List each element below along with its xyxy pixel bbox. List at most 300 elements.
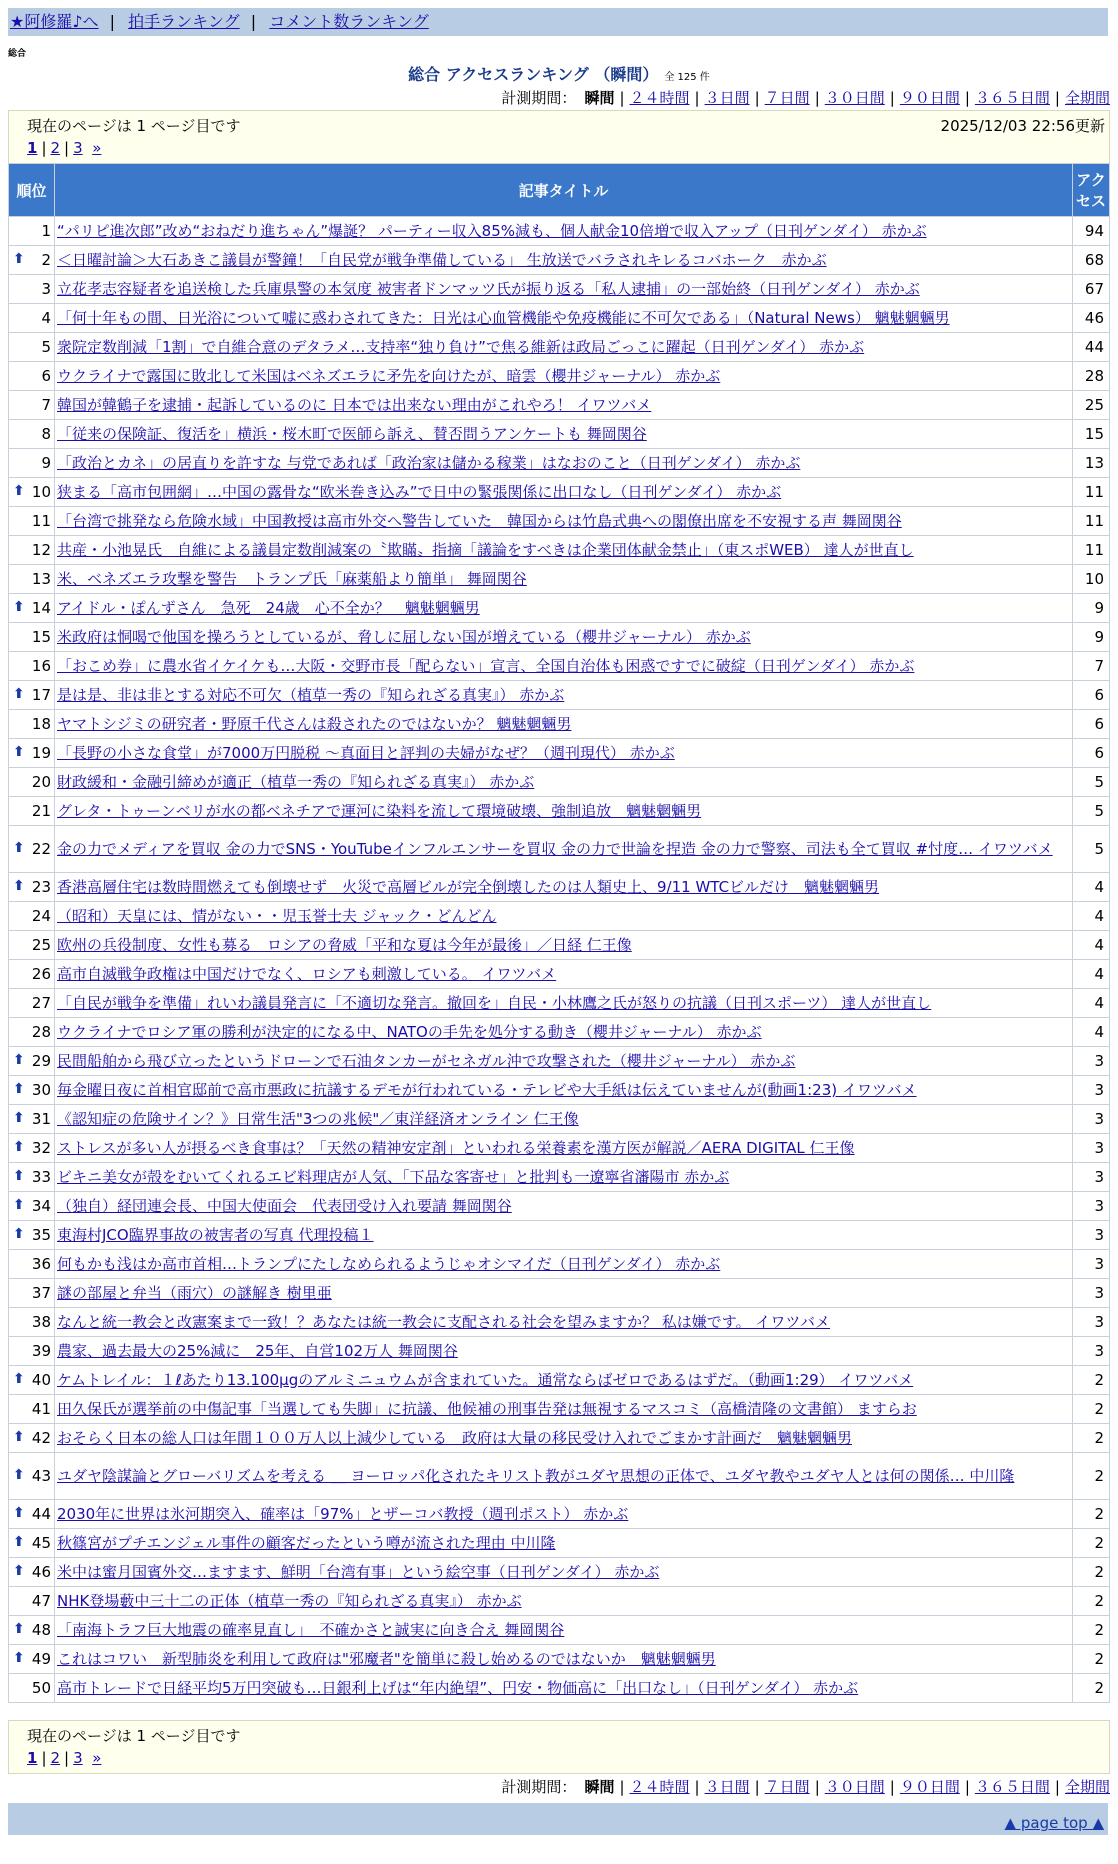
updated-timestamp: 2025/12/03 22:56更新 (940, 117, 1105, 135)
article-title-link[interactable]: 「何十年もの間、日光浴について嘘に惑わされてきた：日光は心血管機能や免疫機能に不可欠である」（Natural News） 魑魅魍魎男 (57, 309, 950, 327)
article-title-link[interactable]: 田久保氏が選挙前の中傷記事「当選しても失脚」に抗議、他候補の刑事告発は無視するマスコミ（高橋清隆の文書館） ますらお (57, 1400, 917, 1418)
rank-cell (9, 768, 55, 797)
rank-up-arrow-icon: ⬆ (13, 1197, 25, 1213)
access-count: 2 (1073, 1558, 1110, 1587)
table-row (9, 931, 1110, 960)
title-cell (55, 449, 1073, 478)
rank-cell (9, 275, 55, 304)
rank-number: 36 (31, 1255, 51, 1273)
article-title-link[interactable]: 衆院定数削減「1割」で自維合意のデタラメ…支持率“独り負け”で焦る維新は政局ごっこに躍起（日刊ゲンダイ） 赤かぶ (57, 338, 865, 356)
article-title-link[interactable]: 謎の部屋と弁当（雨穴）の謎解き 樹里亜 (57, 1284, 332, 1302)
table-row (9, 1337, 1110, 1366)
rank-number: 21 (31, 802, 51, 820)
rank-number: 24 (31, 907, 51, 925)
table-row (9, 652, 1110, 681)
table-row (9, 217, 1110, 246)
access-count: 3 (1073, 1250, 1110, 1279)
article-title-link[interactable]: 金の力でメディアを買収 金の力でSNS・YouTubeインフルエンサーを買収 金の力で世論を捏造 金の力で警察、司法も全て買収 #忖度… イワツバメ (57, 840, 1053, 858)
access-count: 44 (1073, 333, 1110, 362)
table-row (9, 420, 1110, 449)
article-title-link[interactable]: ビキニ美女が殻をむいてくれるエビ料理店が人気、「下品な客寄せ」と批判も一遼寧省瀋陽市 赤かぶ (57, 1168, 730, 1186)
table-row (9, 826, 1110, 873)
table-row (9, 1192, 1110, 1221)
rank-number: 42 (31, 1429, 51, 1447)
table-row (9, 594, 1110, 623)
access-count: 4 (1073, 873, 1110, 902)
article-title-link[interactable]: 東海村JCO臨界事故の被害者の写真 代理投稿１ (57, 1226, 374, 1244)
access-count: 5 (1073, 768, 1110, 797)
article-title-link[interactable]: 欧州の兵役制度、女性も募る ロシアの脅威「平和な夏は今年が最後」／日経 仁王像 (57, 936, 632, 954)
access-count: 6 (1073, 710, 1110, 739)
table-row (9, 246, 1110, 275)
ranking-title: 総合 アクセスランキング （瞬間） (408, 65, 659, 84)
article-title-link[interactable]: なんと統一教会と改憲案まで一致！？あなたは統一教会に支配される社会を望みますか？ 私は嫌です。 イワツバメ (57, 1313, 831, 1331)
rank-up-arrow-icon: ⬆ (13, 1081, 25, 1097)
title-cell (55, 1395, 1073, 1424)
table-row (9, 1529, 1110, 1558)
access-count: 3 (1073, 1047, 1110, 1076)
rank-number: 27 (31, 994, 51, 1012)
access-count: 94 (1073, 217, 1110, 246)
access-count: 5 (1073, 826, 1110, 873)
title-cell (55, 1134, 1073, 1163)
article-title-link[interactable]: 共産・小池晃氏 自維による議員定数削減案の〝欺瞞〟指摘「議論をすべきは企業団体献金禁止」（東スポWEB） 達人が世直し (57, 541, 914, 559)
article-title-link[interactable]: これはコワい 新型肺炎を利用して政府は"邪魔者"を簡単に殺し始めるのではないか 魑魅魍魎男 (57, 1650, 716, 1668)
rank-number: 14 (31, 599, 51, 617)
title-cell (55, 1192, 1073, 1221)
table-row (9, 1558, 1110, 1587)
rank-cell (9, 652, 55, 681)
title-cell (55, 1250, 1073, 1279)
access-count: 3 (1073, 1076, 1110, 1105)
table-row (9, 1047, 1110, 1076)
rank-cell (9, 989, 55, 1018)
article-title-link[interactable]: 米政府は恫喝で他国を操ろうとしているが、脅しに屈しない国が増えている（櫻井ジャーナル） 赤かぶ (57, 628, 751, 646)
access-count: 13 (1073, 449, 1110, 478)
period-365d-link[interactable]: ３６５日間 (974, 1778, 1050, 1796)
table-row (9, 1395, 1110, 1424)
rank-number: 22 (31, 840, 51, 858)
article-title-link[interactable]: 2030年に世界は氷河期突入、確率は「97%」とザーコバ教授（週刊ポスト） 赤かぶ (57, 1505, 629, 1523)
access-column-header: アクセス (1073, 164, 1110, 217)
article-title-link[interactable]: “パリピ進次郎”改め“おねだり進ちゃん”爆誕？ パーティー収入85%減も、個人献金10倍増で収入アップ（日刊ゲンダイ） 赤かぶ (57, 222, 927, 240)
page-info-panel-bottom (8, 1720, 1110, 1774)
article-title-link[interactable]: 「従来の保険証、復活を」横浜・桜木町で医師ら訴え、賛否問うアンケートも 舞岡関谷 (57, 425, 647, 443)
article-title-link[interactable]: ウクライナでロシア軍の勝利が決定的になる中、NATOの手先を処分する動き（櫻井ジャーナル） 赤かぶ (57, 1023, 762, 1041)
article-title-link[interactable]: 「台湾で挑発なら危険水域」中国教授は高市外交へ警告していた 韓国からは竹島式典への閣僚出席を不安視する声 舞岡関谷 (57, 512, 902, 530)
rank-number: 43 (31, 1467, 51, 1485)
page-title (0, 62, 1118, 85)
rank-cell (9, 391, 55, 420)
access-count: 4 (1073, 931, 1110, 960)
top-nav-bar (8, 8, 1108, 36)
access-count: 2 (1073, 1424, 1110, 1453)
rank-number: 4 (41, 309, 51, 327)
rank-up-arrow-icon: ⬆ (13, 1650, 25, 1666)
rank-cell (9, 246, 55, 275)
period-label: 計測期間： (501, 1778, 577, 1796)
rank-cell (9, 826, 55, 873)
title-cell (55, 1616, 1073, 1645)
title-cell (55, 1587, 1073, 1616)
rank-cell (9, 536, 55, 565)
rank-number: 35 (31, 1226, 51, 1244)
article-title-link[interactable]: 高市自滅戦争政権は中国だけでなく、ロシアも刺激している。 イワツバメ (57, 965, 557, 983)
article-title-link[interactable]: 米中は蜜月国賓外交…ますます、鮮明「台湾有事」という絵空事（日刊ゲンダイ） 赤かぶ (57, 1563, 660, 1581)
title-cell (55, 507, 1073, 536)
page-top-bar (8, 1803, 1108, 1835)
period-all-link[interactable]: 全期間 (1064, 1778, 1110, 1796)
access-count: 3 (1073, 1192, 1110, 1221)
rank-number: 7 (41, 396, 51, 414)
rank-up-arrow-icon: ⬆ (13, 878, 25, 894)
rank-cell (9, 902, 55, 931)
access-count: 2 (1073, 1587, 1110, 1616)
access-count: 46 (1073, 304, 1110, 333)
rank-up-arrow-icon: ⬆ (13, 599, 25, 615)
table-row (9, 1134, 1110, 1163)
rank-up-arrow-icon: ⬆ (13, 1168, 25, 1184)
rank-up-arrow-icon: ⬆ (13, 1226, 25, 1242)
table-row (9, 1587, 1110, 1616)
section-label: 総合 (8, 49, 27, 59)
page-link-3[interactable]: 3 (73, 139, 83, 157)
access-count: 28 (1073, 362, 1110, 391)
rank-number: 39 (31, 1342, 51, 1360)
article-title-link[interactable]: 農家、過去最大の25%減に 25年、自営102万人 舞岡関谷 (57, 1342, 458, 1360)
article-title-link[interactable]: 秋篠宮がプチエンジェル事件の顧客だったという噂が流された理由 中川隆 (57, 1534, 556, 1552)
rank-up-arrow-icon: ⬆ (13, 686, 25, 702)
table-row (9, 1308, 1110, 1337)
period-3d-link[interactable]: ３日間 (704, 1778, 750, 1796)
article-title-link[interactable]: NHK登場藪中三十二の正体（植草一秀の『知られざる真実』） 赤かぶ (57, 1592, 522, 1610)
access-count: 6 (1073, 739, 1110, 768)
article-title-link[interactable]: 毎金曜日夜に首相官邸前で高市悪政に抗議するデモが行われている・テレビや大手紙は伝えていませんが(動画1:23) イワツバメ (57, 1081, 917, 1099)
access-count: 2 (1073, 1366, 1110, 1395)
rank-number: 18 (31, 715, 51, 733)
rank-number: 45 (31, 1534, 51, 1552)
access-count: 9 (1073, 594, 1110, 623)
article-title-link[interactable]: 狭まる「高市包囲網」…中国の露骨な“欧米巻き込み”で日中の緊張関係に出口なし（日刊ゲンダイ） 赤かぶ (57, 483, 782, 501)
rank-cell (9, 873, 55, 902)
rank-number: 16 (31, 657, 51, 675)
rank-cell (9, 1500, 55, 1529)
rank-cell (9, 1558, 55, 1587)
rank-up-arrow-icon: ⬆ (13, 1534, 25, 1550)
rank-number: 40 (31, 1371, 51, 1389)
access-count: 11 (1073, 536, 1110, 565)
access-count: 3 (1073, 1134, 1110, 1163)
rank-column-header: 順位 (9, 164, 55, 217)
article-title-link[interactable]: 「長野の小さな食堂」が7000万円脱税 ～真面目と評判の夫婦がなぜ？（週刊現代） 赤かぶ (57, 744, 675, 762)
rank-number: 28 (31, 1023, 51, 1041)
page-link-1[interactable]: 1 (27, 1749, 38, 1767)
rank-number: 37 (31, 1284, 51, 1302)
article-title-link[interactable]: 立花孝志容疑者を追送検した兵庫県警の本気度 被害者ドンマッツ氏が振り返る「私人逮捕」の一部始終（日刊ゲンダイ） 赤かぶ (57, 280, 920, 298)
title-cell (55, 1500, 1073, 1529)
access-count: 4 (1073, 960, 1110, 989)
title-cell (55, 902, 1073, 931)
title-cell (55, 797, 1073, 826)
rank-cell (9, 1587, 55, 1616)
table-row (9, 1453, 1110, 1500)
title-cell (55, 246, 1073, 275)
nav-separator: | (109, 12, 116, 31)
article-title-link[interactable]: 財政緩和・金融引締めが適正（植草一秀の『知られざる真実』） 赤かぶ (57, 773, 535, 791)
rank-number: 23 (31, 878, 51, 896)
article-title-link[interactable]: ストレスが多い人が摂るべき食事は？「天然の精神安定剤」といわれる栄養素を漢方医が解説／AERA DIGITAL 仁王像 (57, 1139, 855, 1157)
rank-number: 9 (41, 454, 51, 472)
access-count: 11 (1073, 478, 1110, 507)
rank-up-arrow-icon: ⬆ (13, 1371, 25, 1387)
article-title-link[interactable]: おそらく日本の総人口は年間１００万人以上減少している 政府は大量の移民受け入れでごまかす計画だ 魑魅魍魎男 (57, 1429, 853, 1447)
table-row (9, 1250, 1110, 1279)
table-row (9, 797, 1110, 826)
rank-number: 50 (31, 1679, 51, 1697)
period-365d-link[interactable]: ３６５日間 (974, 89, 1050, 107)
title-cell (55, 362, 1073, 391)
access-count: 4 (1073, 1018, 1110, 1047)
rank-number: 6 (41, 367, 51, 385)
article-title-link[interactable]: 「政治とカネ」の居直りを許すな 与党であれば「政治家は儲かる稼業」はなおのこと（日刊ゲンダイ） 赤かぶ (57, 454, 801, 472)
access-count: 11 (1073, 507, 1110, 536)
article-title-link[interactable]: ヤマトシジミの研究者・野原千代さんは殺されたのではないか？ 魑魅魍魎男 (57, 715, 572, 733)
rank-cell (9, 931, 55, 960)
title-cell (55, 1308, 1073, 1337)
rank-cell (9, 1076, 55, 1105)
period-3d-link[interactable]: ３日間 (704, 89, 750, 107)
page-link-2[interactable]: 2 (50, 139, 61, 157)
access-count: 3 (1073, 1105, 1110, 1134)
article-title-link[interactable]: 「自民が戦争を準備」れいわ議員発言に「不適切な発言。撤回を」自民・小林鷹之氏が怒りの抗議（日刊スポーツ） 達人が世直し (57, 994, 932, 1012)
rank-up-arrow-icon: ⬆ (13, 1052, 25, 1068)
rank-cell (9, 1337, 55, 1366)
rank-up-arrow-icon: ⬆ (13, 840, 25, 856)
title-cell (55, 1337, 1073, 1366)
period-7d-link[interactable]: ７日間 (764, 1778, 810, 1796)
title-cell (55, 623, 1073, 652)
table-row (9, 1424, 1110, 1453)
rank-number: 33 (31, 1168, 51, 1186)
pager-bottom: 1 | 2 | 3 » (27, 1749, 102, 1767)
rank-cell (9, 1366, 55, 1395)
rank-cell (9, 1424, 55, 1453)
article-title-link[interactable]: ユダヤ陰謀論とグローバリズムを考える ＿ ヨーロッパ化されたキリスト教がユダヤ思想の正体で、ユダヤ教やユダヤ人とは何の関係… 中川隆 (57, 1467, 1015, 1485)
article-title-link[interactable]: 香港高層住宅は数時間燃えても倒壊せず 火災で高層ビルが完全倒壊したのは人類史上、9/11 WTCビルだけ 魑魅魍魎男 (57, 878, 880, 896)
rank-cell (9, 681, 55, 710)
rank-cell (9, 362, 55, 391)
title-cell (55, 652, 1073, 681)
article-title-link[interactable]: 「南海トラフ巨大地震の確率見直し」 不確かさと誠実に向き合え 舞岡関谷 (57, 1621, 565, 1639)
article-title-link[interactable]: グレタ・トゥーンベリが水の都ベネチアで運河に染料を流して環境破壊、強制追放 魑魅魍魎男 (57, 802, 702, 820)
title-cell (55, 275, 1073, 304)
rank-cell (9, 1221, 55, 1250)
table-row (9, 333, 1110, 362)
title-cell (55, 931, 1073, 960)
table-row (9, 768, 1110, 797)
article-title-link[interactable]: （独自）経団連会長、中国大使面会 代表団受け入れ要請 舞岡関谷 (57, 1197, 512, 1215)
period-90d-link[interactable]: ９０日間 (899, 1778, 960, 1796)
period-current: 瞬間 (584, 1778, 615, 1796)
rank-cell (9, 623, 55, 652)
rank-number: 12 (31, 541, 51, 559)
rank-cell (9, 449, 55, 478)
access-count: 3 (1073, 1279, 1110, 1308)
period-7d-link[interactable]: ７日間 (764, 89, 810, 107)
table-row (9, 1674, 1110, 1703)
article-title-link[interactable]: 高市トレードで日経平均5万円突破も…日銀利上げは“年内絶望”、円安・物価高に「出口なし」（日刊ゲンダイ） 赤かぶ (57, 1679, 859, 1697)
article-title-link[interactable]: ケムトレイル：１ℓあたり13.100μgのアルミニュウムが含まれていた。通常ならばゼロであるはずだ。（動画1:29） イワツバメ (57, 1371, 914, 1389)
page-link-3[interactable]: 3 (73, 1749, 83, 1767)
next-page-link[interactable]: » (92, 1749, 102, 1767)
article-title-link[interactable]: 何もかも浅はか高市首相…トランプにたしなめられるようじゃオシマイだ（日刊ゲンダイ） 赤かぶ (57, 1255, 721, 1273)
title-cell (55, 333, 1073, 362)
title-cell (55, 1221, 1073, 1250)
title-cell (55, 739, 1073, 768)
access-count: 15 (1073, 420, 1110, 449)
rank-cell (9, 960, 55, 989)
rank-cell (9, 1018, 55, 1047)
rank-number: 10 (31, 483, 51, 501)
title-cell (55, 1076, 1073, 1105)
article-title-link[interactable]: 「おこめ券」に農水省イケイケも…大阪・交野市長「配らない」宣言、全国自治体も困惑ですでに破綻（日刊ゲンダイ） 赤かぶ (57, 657, 915, 675)
home-link[interactable]: ★阿修羅♪へ (10, 12, 99, 31)
rank-number: 48 (31, 1621, 51, 1639)
table-row (9, 1018, 1110, 1047)
table-row (9, 391, 1110, 420)
title-cell (55, 1105, 1073, 1134)
rank-number: 1 (41, 222, 51, 240)
article-title-link[interactable]: 《認知症の危険サイン？》日常生活"3つの兆候"／東洋経済オンライン 仁王像 (57, 1110, 579, 1128)
rank-number: 38 (31, 1313, 51, 1331)
title-cell (55, 1453, 1073, 1500)
table-row (9, 681, 1110, 710)
table-row (9, 1163, 1110, 1192)
article-title-link[interactable]: ＜日曜討論＞大石あきこ議員が警鐘！「自民党が戦争準備している」 生放送でバラされキレるコバホーク 赤かぶ (57, 251, 827, 269)
period-24h-link[interactable]: ２４時間 (629, 1778, 690, 1796)
rank-number: 13 (31, 570, 51, 588)
access-count: 9 (1073, 623, 1110, 652)
current-page-text: 現在のページは 1 ページ目です (27, 117, 241, 135)
title-cell (55, 304, 1073, 333)
period-30d-link[interactable]: ３０日間 (824, 89, 885, 107)
rank-number: 17 (31, 686, 51, 704)
rank-cell (9, 1105, 55, 1134)
current-page-text: 現在のページは 1 ページ目です (27, 1727, 241, 1745)
title-cell (55, 826, 1073, 873)
period-selector-bottom: 計測期間： 瞬間 | ２４時間 | ３日間 | ７日間 | ３０日間 | ９０日間 | ３６５日間 | 全期間 (501, 1778, 1110, 1796)
rank-up-arrow-icon: ⬆ (13, 1429, 25, 1445)
title-cell (55, 1424, 1073, 1453)
rank-number: 8 (41, 425, 51, 443)
title-cell (55, 478, 1073, 507)
total-count: 全 125 件 (664, 72, 710, 83)
rank-number: 19 (31, 744, 51, 762)
article-title-link[interactable]: ウクライナで露国に敗北して米国はベネズエラに矛先を向けたが、暗雲（櫻井ジャーナル） 赤かぶ (57, 367, 721, 385)
article-title-link[interactable]: 民間船舶から飛び立ったというドローンで石油タンカーがセネガル沖で攻撃された（櫻井ジャーナル） 赤かぶ (57, 1052, 796, 1070)
ranking-table (8, 163, 1110, 1703)
table-row (9, 989, 1110, 1018)
access-count: 25 (1073, 391, 1110, 420)
article-title-link[interactable]: アイドル・ぽんずさん 急死 24歳 心不全か？ 魑魅魍魎男 (57, 599, 480, 617)
access-count: 68 (1073, 246, 1110, 275)
table-row (9, 304, 1110, 333)
rank-cell (9, 304, 55, 333)
rank-cell (9, 1250, 55, 1279)
table-row (9, 1366, 1110, 1395)
article-title-link[interactable]: （昭和）天皇には、情がない・・児玉誉士夫 ジャック・どんどん (57, 907, 497, 925)
rank-cell (9, 420, 55, 449)
rank-number: 30 (31, 1081, 51, 1099)
rank-cell (9, 507, 55, 536)
article-title-link[interactable]: 是は是、非は非とする対応不可欠（植草一秀の『知られざる真実』） 赤かぶ (57, 686, 565, 704)
rank-number: 15 (31, 628, 51, 646)
ranking-table-body (9, 217, 1110, 1703)
title-cell (55, 1674, 1073, 1703)
rank-cell (9, 1163, 55, 1192)
rank-cell (9, 1645, 55, 1674)
rank-number: 29 (31, 1052, 51, 1070)
article-title-link[interactable]: 韓国が韓鶴子を逮捕・起訴しているのに 日本では出来ない理由がこれやろ！ イワツバメ (57, 396, 652, 414)
table-row (9, 536, 1110, 565)
rank-number: 26 (31, 965, 51, 983)
access-count: 2 (1073, 1616, 1110, 1645)
comment-ranking-link[interactable]: コメント数ランキング (269, 12, 429, 31)
rank-up-arrow-icon: ⬆ (13, 251, 25, 267)
period-24h-link[interactable]: ２４時間 (629, 89, 690, 107)
title-cell (55, 710, 1073, 739)
table-row (9, 362, 1110, 391)
rank-up-arrow-icon: ⬆ (13, 744, 25, 760)
article-title-link[interactable]: 米、ベネズエラ攻撃を警告 トランプ氏「麻薬船より簡単」 舞岡関谷 (57, 570, 527, 588)
page-link-2[interactable]: 2 (50, 1749, 61, 1767)
page-top-link[interactable]: ▲ page top ▲ (1004, 1814, 1104, 1832)
title-cell (55, 217, 1073, 246)
rank-up-arrow-icon: ⬆ (13, 1563, 25, 1579)
table-row (9, 565, 1110, 594)
table-row (9, 275, 1110, 304)
applause-ranking-link[interactable]: 拍手ランキング (128, 12, 240, 31)
rank-cell (9, 1134, 55, 1163)
table-row (9, 1645, 1110, 1674)
period-90d-link[interactable]: ９０日間 (899, 89, 960, 107)
pager-top: 1 | 2 | 3 » (27, 139, 102, 157)
rank-cell (9, 1192, 55, 1221)
rank-cell (9, 710, 55, 739)
title-column-header: 記事タイトル (55, 164, 1073, 217)
rank-cell (9, 1674, 55, 1703)
page-link-1[interactable]: 1 (27, 139, 38, 157)
period-30d-link[interactable]: ３０日間 (824, 1778, 885, 1796)
title-cell (55, 565, 1073, 594)
table-row (9, 710, 1110, 739)
title-cell (55, 536, 1073, 565)
access-count: 3 (1073, 1337, 1110, 1366)
table-row (9, 1076, 1110, 1105)
rank-cell (9, 797, 55, 826)
rank-number: 3 (41, 280, 51, 298)
rank-up-arrow-icon: ⬆ (13, 1621, 25, 1637)
rank-number: 44 (31, 1505, 51, 1523)
rank-up-arrow-icon: ⬆ (13, 1110, 25, 1126)
next-page-link[interactable]: » (92, 139, 102, 157)
period-all-link[interactable]: 全期間 (1064, 89, 1110, 107)
rank-cell (9, 1279, 55, 1308)
rank-number: 47 (31, 1592, 51, 1610)
rank-cell (9, 565, 55, 594)
rank-cell (9, 1529, 55, 1558)
access-count: 4 (1073, 989, 1110, 1018)
